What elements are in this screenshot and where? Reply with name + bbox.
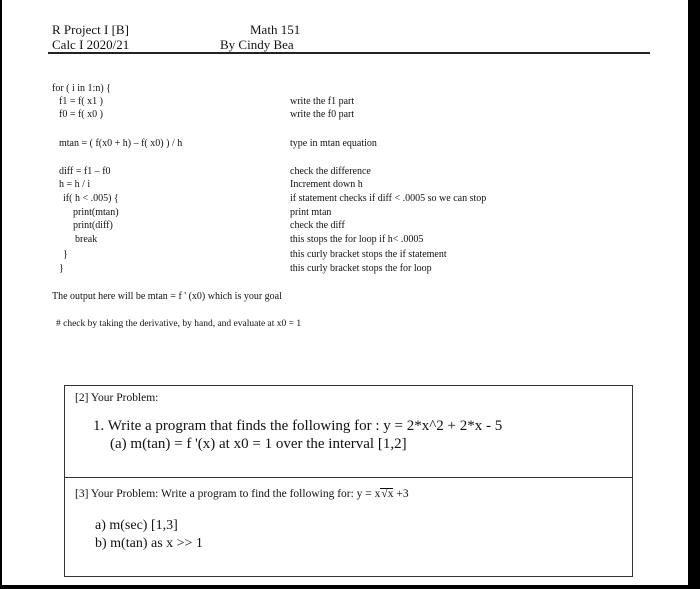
code-comment: type in mtan equation (290, 138, 377, 149)
code-line: } (63, 249, 68, 260)
problem-2-box (64, 385, 633, 478)
problem-3-item-a: a) m(sec) [1,3] (95, 518, 178, 533)
course-project-label: R Project I [B] (52, 22, 129, 37)
code-comment: this curly bracket stops the for loop (290, 263, 432, 274)
course-title: Math 151 (250, 22, 301, 37)
author-label: By Cindy Bea (220, 37, 294, 52)
problem-3-title-text: [3] Your Problem: Write a program to find the following for: y = x (75, 488, 381, 500)
code-line: diff = f1 – f0 (59, 166, 111, 177)
code-line: if( h < .005) { (63, 193, 119, 204)
header-divider (48, 52, 650, 54)
code-comment: write the f1 part (290, 96, 355, 107)
code-comment: Increment down h (290, 179, 363, 190)
square-root-symbol: √x (381, 488, 394, 500)
code-line: } (59, 263, 64, 274)
code-comment: check the difference (290, 166, 371, 177)
problem-3-title (75, 488, 409, 500)
code-line: for ( i in 1:n) { (52, 83, 111, 94)
code-comment: print mtan (290, 207, 332, 218)
output-note: The output here will be mtan = f ' (x0) which is your goal (52, 291, 282, 302)
problem-2-item-1a: (a) m(tan) = f '(x) at x0 = 1 over the interval [1,2] (110, 436, 407, 452)
code-comment: write the f0 part (290, 109, 355, 120)
code-comment: this stops the for loop if h< .0005 (290, 234, 424, 245)
code-line: print(mtan) (73, 207, 119, 218)
problem-3-item-b: b) m(tan) as x >> 1 (95, 536, 203, 551)
code-line: h = h / i (59, 179, 91, 190)
code-line: f0 = f( x0 ) (59, 109, 103, 120)
check-note: # check by taking the derivative, by hand, and evaluate at x0 = 1 (56, 319, 302, 329)
code-line: f1 = f( x1 ) (59, 96, 103, 107)
code-comment: this curly bracket stops the if statement (290, 249, 447, 260)
code-comment: check the diff (290, 220, 345, 231)
code-line: print(diff) (73, 220, 113, 231)
page-edge-right (688, 0, 700, 589)
problem-3-box (64, 477, 633, 577)
code-line: mtan = ( f(x0 + h) – f( x0) ) / h (59, 138, 183, 149)
code-line: break (75, 234, 98, 245)
page-edge-left (0, 0, 2, 589)
problem-3-title-suffix: +3 (393, 488, 409, 500)
course-year-label: Calc I 2020/21 (52, 37, 130, 52)
problem-2-title: [2] Your Problem: (75, 392, 159, 404)
code-comment: if statement checks if diff < .0005 so we can stop (290, 193, 487, 204)
sqrt-argument: x (387, 488, 394, 500)
problem-2-item-1: 1. Write a program that finds the following for : y = 2*x^2 + 2*x - 5 (93, 418, 503, 434)
page-edge-bottom (0, 585, 700, 589)
